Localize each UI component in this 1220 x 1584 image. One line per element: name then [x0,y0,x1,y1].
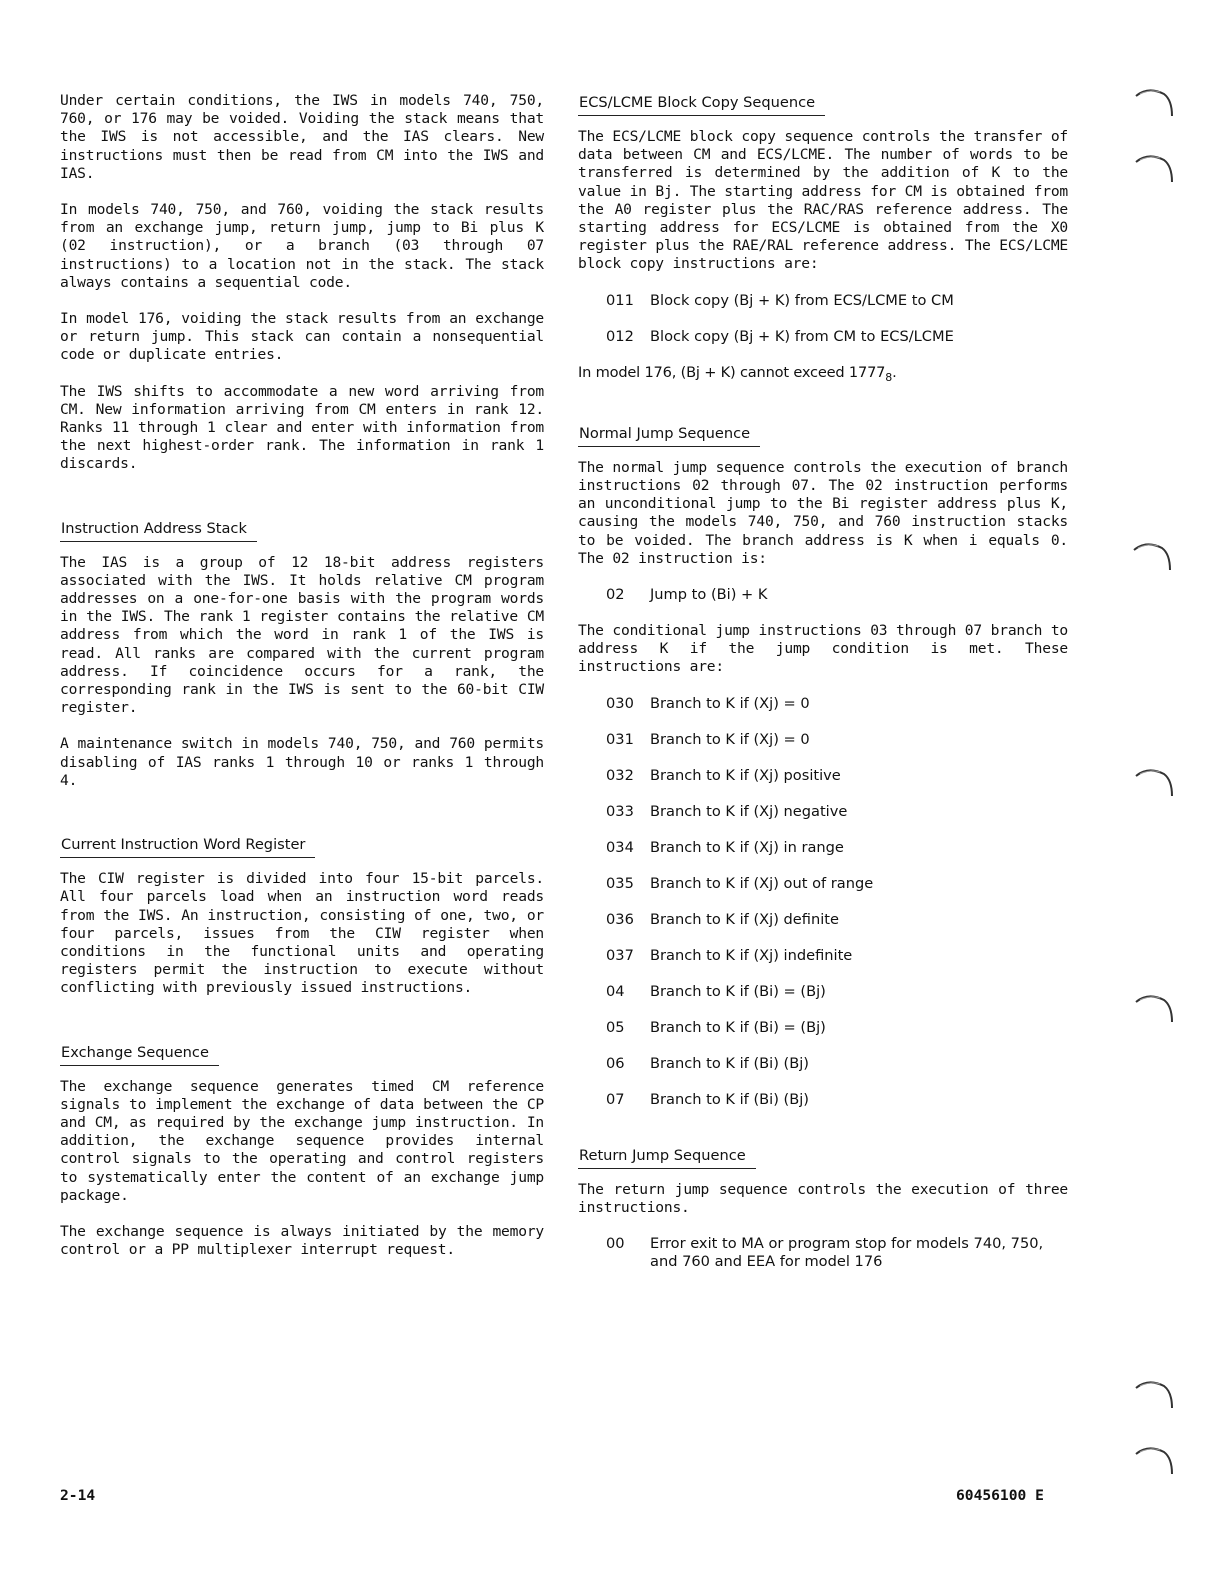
punch-hole-mark [1134,1444,1176,1478]
branch-row [578,731,1068,749]
section-heading-ciw: Current Instruction Word Register [60,836,315,858]
branch-row [578,1019,1068,1037]
punch-hole-mark [1134,766,1176,800]
instruction-desc: Branch to K if (Xj) out of range [650,874,874,892]
ecs-note-text: In model 176, (Bj + K) cannot exceed 1777 [578,363,886,381]
instruction-code: 036 [606,910,634,928]
document-number: 60456100 E [956,1487,1044,1504]
intro-paragraph: In model 176, voiding the stack results from an exchange or return jump. This stack can contain a nonsequential code or duplicate entries. [60,310,544,364]
branch-row [578,875,1068,893]
branch-row [578,947,1068,965]
instruction-code: 032 [606,766,634,784]
instruction-desc: Branch to K if (Bi) = (Bj) [650,982,826,1000]
ciw-section [60,834,544,997]
instruction-desc: Error exit to MA or program stop for models 740, 750, and 760 and EEA for model 176 [650,1235,1044,1271]
ias-paragraph: A maintenance switch in models 740, 750, and 760 permits disabling of IAS ranks 1 through 10 or ranks 1 through 4. [60,735,544,789]
instruction-code: 00 [606,1235,625,1253]
instruction-desc: Block copy (Bj + K) from ECS/LCME to CM [650,291,954,309]
instruction-code: 031 [606,730,634,748]
return-jump-section [578,1145,1068,1271]
punch-hole-mark [1134,1378,1176,1412]
instruction-code: 011 [606,291,634,309]
instruction-row [578,292,1068,310]
ecs-note-subscript: 8 [885,370,893,384]
instruction-desc: Branch to K if (Bi) (Bj) [650,1090,809,1108]
instruction-code: 033 [606,802,634,820]
branch-row [578,803,1068,821]
intro-paragraph: Under certain conditions, the IWS in models 740, 750, 760, or 176 may be voided. Voiding the stack means that the IWS is not accessible, and the IAS clears. New instructions must then be read from CM into the IWS and IAS. [60,92,544,182]
instruction-code: 037 [606,946,634,964]
instruction-desc: Jump to (Bi) + K [650,586,768,604]
instruction-code: 012 [606,327,634,345]
exchange-section [60,1042,544,1260]
ciw-paragraph: The CIW register is divided into four 15-bit parcels. All four parcels load when an instruction word reads from the IWS. An instruction, consisting of one, two, or four parcels, issues from the CIW register when conditions in the functional units and operating registers permit the instruction to execute without conflicting with previously issued instructions. [60,870,544,997]
instruction-desc: Branch to K if (Xj) indefinite [650,946,853,964]
instruction-desc: Branch to K if (Xj) = 0 [650,730,810,748]
exchange-paragraph: The exchange sequence is always initiated by the memory control or a PP multiplexer interrupt request. [60,1222,544,1259]
instruction-desc: Branch to K if (Xj) definite [650,910,839,928]
ecs-note [578,364,1068,387]
branch-row [578,911,1068,929]
section-heading-ias: Instruction Address Stack [60,520,257,542]
punch-hole-mark [1132,540,1174,574]
instruction-code: 05 [606,1018,625,1036]
return-jump-paragraph: The return jump sequence controls the execution of three instructions. [578,1180,1068,1216]
ias-section [60,518,544,790]
intro-paragraph: In models 740, 750, and 760, voiding the stack results from an exchange jump, return jump, jump to Bi plus K (02 instruction), or a branch (03 through 07 instructions) to a location not in the stack. The stack always contains a sequential code. [60,201,544,291]
section-heading-return-jump: Return Jump Sequence [578,1147,756,1169]
instruction-desc: Branch to K if (Xj) in range [650,838,844,856]
punch-hole-mark [1134,152,1176,186]
branch-row [578,839,1068,857]
page-number: 2-14 [60,1487,96,1504]
ias-paragraph: The IAS is a group of 12 18-bit address registers associated with the IWS. It holds relative CM program addresses on a one-for-one basis with the program words in the IWS. The rank 1 register contains the relative CM address from which the word in rank 1 of the IWS is read. All ranks are compared with the current program address. If coincidence occurs for a rank, the corresponding rank in the IWS is sent to the 60-bit CIW register. [60,553,544,717]
right-column [578,92,1068,1289]
instruction-desc: Branch to K if (Xj) = 0 [650,694,810,712]
normal-jump-section [578,423,1068,1109]
normal-jump-paragraph: The normal jump sequence controls the execution of branch instructions 02 through 07. The 02 instruction performs an unconditional jump to the Bi register address plus K, causing the models 740, 750, and 760 instruction stacks to be voided. The branch address is K when i equals 0. The 02 instruction is: [578,458,1068,567]
branch-row [578,695,1068,713]
instruction-desc: Block copy (Bj + K) from CM to ECS/LCME [650,327,954,345]
instruction-code: 04 [606,982,625,1000]
instruction-desc: Branch to K if (Xj) positive [650,766,841,784]
left-column [60,92,544,1277]
instruction-row [578,328,1068,346]
ecs-paragraph: The ECS/LCME block copy sequence controls the transfer of data between CM and ECS/LCME. The number of words to be transferred is determined by the addition of K to the value in Bj. The starting address for CM is obtained from the A0 register plus the RAC/RAS reference address. The starting address for ECS/LCME is obtained from the X0 register plus the RAE/RAL reference address. The ECS/LCME block copy instructions are: [578,128,1068,273]
instruction-desc: Branch to K if (Xj) negative [650,802,848,820]
exchange-paragraph: The exchange sequence generates timed CM reference signals to implement the exchange of data between the CP and CM, as required by the exchange jump instruction. In addition, the exchange sequence provides internal control signals to the operating and control registers to systematically enter the content of an exchange jump package. [60,1077,544,1204]
normal-jump-paragraph: The conditional jump instructions 03 through 07 branch to address K if the jump condition is met. These instructions are: [578,622,1068,676]
intro-paragraph: The IWS shifts to accommodate a new word arriving from CM. New information arriving from CM enters in rank 12. Ranks 11 through 1 clear and enter with information from the next highest-order rank. The information in rank 1 discards. [60,382,544,473]
instruction-code: 02 [606,586,625,604]
instruction-code: 07 [606,1090,625,1108]
branch-row [578,1055,1068,1073]
ecs-section [578,92,1068,387]
instruction-row [578,586,1068,604]
instruction-code: 030 [606,694,634,712]
branch-row [578,983,1068,1001]
ecs-note-suffix: . [892,363,897,381]
branch-list [578,695,1068,1109]
instruction-code: 06 [606,1054,625,1072]
instruction-desc: Branch to K if (Bi) = (Bj) [650,1018,826,1036]
section-heading-normal-jump: Normal Jump Sequence [578,425,760,447]
instruction-code: 035 [606,874,634,892]
instruction-row [578,1235,1068,1271]
punch-hole-mark [1134,992,1176,1026]
section-heading-ecs: ECS/LCME Block Copy Sequence [578,94,825,116]
branch-row [578,1091,1068,1109]
instruction-desc: Branch to K if (Bi) (Bj) [650,1054,809,1072]
instruction-code: 034 [606,838,634,856]
punch-hole-mark [1134,86,1176,120]
branch-row [578,767,1068,785]
section-heading-exchange: Exchange Sequence [60,1044,219,1066]
